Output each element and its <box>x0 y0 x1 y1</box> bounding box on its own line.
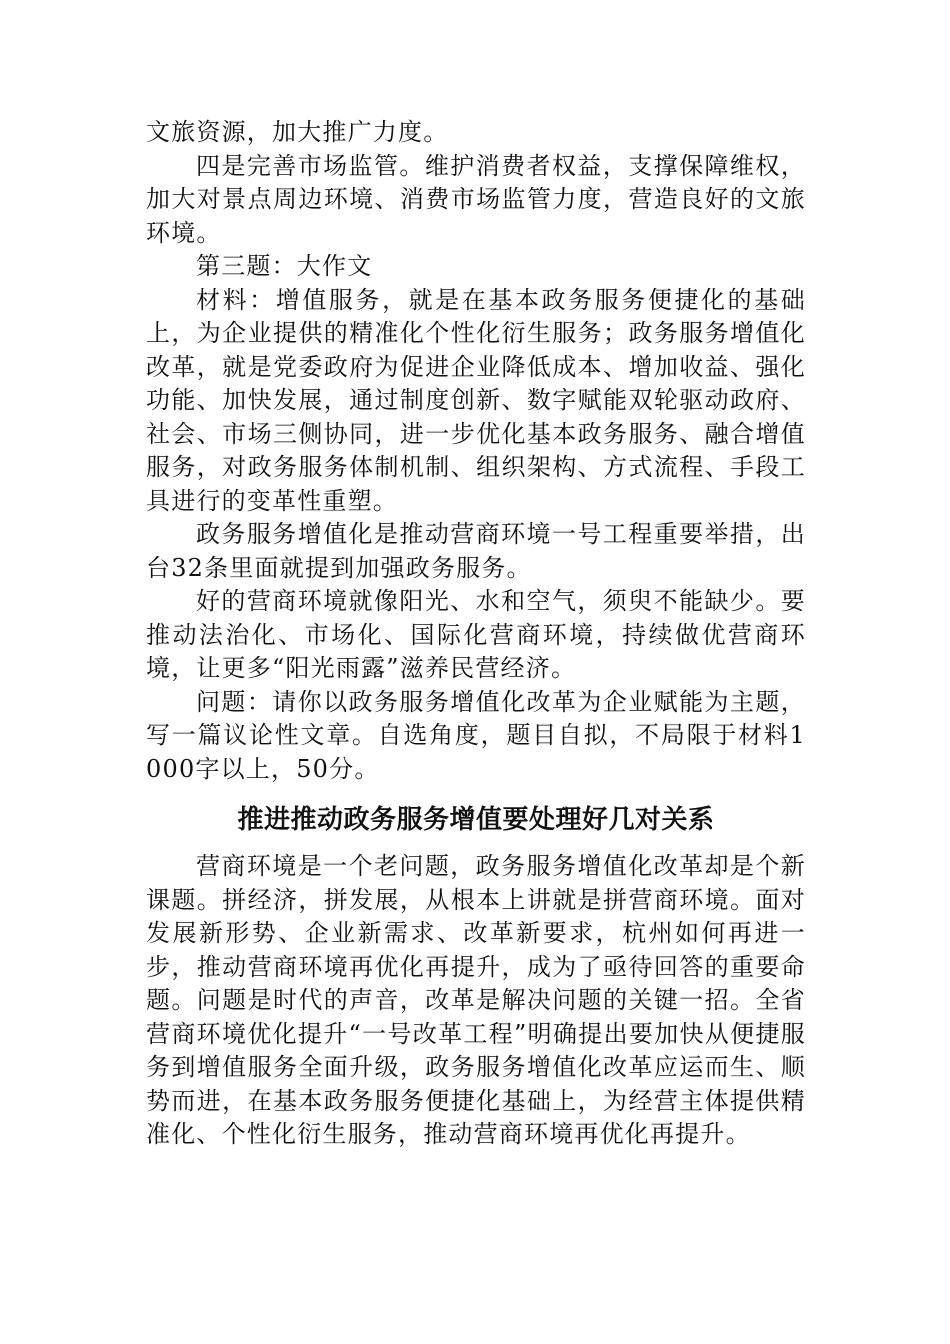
paragraph-material: 材料：增值服务，就是在基本政务服务便捷化的基础上，为企业提供的精准化个性化衍生服务；政务服务增值化改革，就是党委政府为促进企业降低成本、增加收益、强化功能、加快发展，通过制度创新、数字赋能双轮驱动政府、社会、市场三侧协同，进一步优化基本政务服务、融合增值服务，对政务服务体制机制、组织架构、方式流程、手段工具进行的变革性重塑。 <box>146 285 806 515</box>
paragraph-essay-body: 营商环境是一个老问题，政务服务增值化改革却是个新课题。拼经济，拼发展，从根本上讲就是拼营商环境。面对发展新形势、企业新需求、改革新要求，杭州如何再进一步，推动营商环境再优化再提升，成为了亟待回答的重要命题。问题是时代的声音，改革是解决问题的关键一招。全省营商环境优化提升“一号改革工程”明确提出要加快从便捷服务到增值服务全面升级，政务服务增值化改革应运而生、顺势而进，在基本政务服务便捷化基础上，为经营主体提供精准化、个性化衍生服务，推动营商环境再优化再提升。 <box>146 852 806 1148</box>
document-page <box>146 116 806 1152</box>
paragraph-question-three-heading: 第三题：大作文 <box>196 252 373 280</box>
paragraph-market-supervision: 四是完善市场监管。维护消费者权益，支撑保障维权，加大对景点周边环境、消费市场监管力度，营造良好的文旅环境。 <box>146 151 806 247</box>
essay-title: 推进推动政务服务增值要处理好几对关系 <box>237 805 715 835</box>
paragraph-value-added-measure: 政务服务增值化是推动营商环境一号工程重要举措，出台32条里面就提到加强政务服务。 <box>146 520 806 582</box>
paragraph-essay-question: 问题：请你以政务服务增值化改革为企业赋能为主题，写一篇议论性文章。自选角度，题目自拟，不局限于材料1000字以上，50分。 <box>146 687 806 783</box>
paragraph-business-environment: 好的营商环境就像阳光、水和空气，须臾不能缺少。要推动法治化、市场化、国际化营商环境，持续做优营商环境，让更多“阳光雨露”滋养民营经济。 <box>146 587 806 682</box>
paragraph-tourism-promotion: 文旅资源，加大推广力度。 <box>146 118 449 146</box>
